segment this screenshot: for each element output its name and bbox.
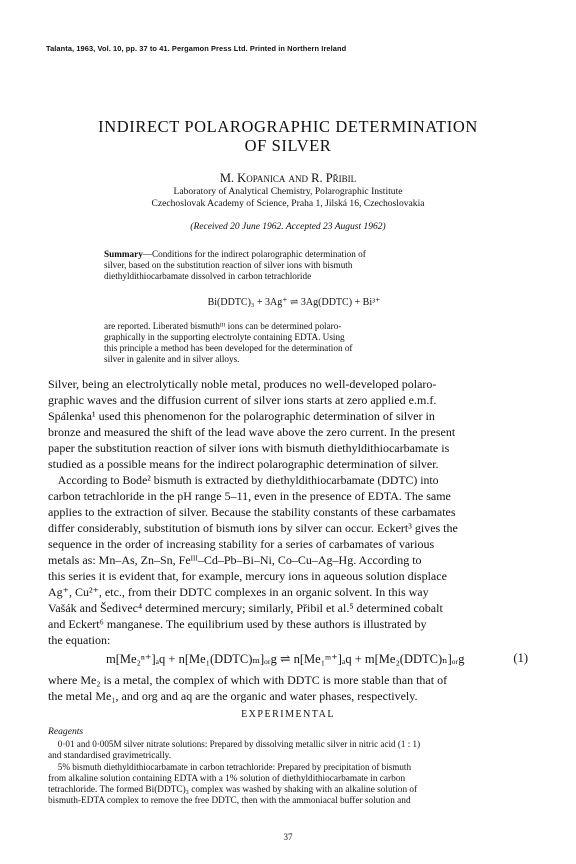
body-p2-line-5: sequence in the order of increasing stability for a series of carbamates of various	[48, 537, 435, 551]
running-head: Talanta, 1963, Vol. 10, pp. 37 to 41. Pergamon Press Ltd. Printed in Northern Ireland	[46, 44, 347, 53]
experimental-line-4: from alkaline solution containing EDTA with a 1% solution of diethyldithiocarbamate in carbon	[48, 774, 406, 784]
summary-line-3: diethyldithiocarbamate dissolved in carbon tetrachloride	[104, 271, 312, 281]
body-p2-line-3: applies to the extraction of silver. Because the stability constants of these carbamates	[48, 505, 456, 519]
summary-after-line-4: silver in galenite and in silver alloys.	[104, 354, 240, 364]
body-p2-line-11: the equation:	[48, 633, 111, 647]
summary-after-line-2: graphically in the supporting electrolyte containing EDTA. Using	[104, 332, 345, 342]
article-title-line-1: INDIRECT POLAROGRAPHIC DETERMINATION	[98, 117, 478, 136]
body-p2-line-2: carbon tetrachloride in the pH range 5–11, even in the presence of EDTA. The same	[48, 489, 451, 503]
body-p2-line-4: differ considerably, substitution of bismuth ions by silver can occur. Eckert³ gives the	[48, 521, 458, 535]
experimental-line-5: tetrachloride. The formed Bi(DDTC)₃ complex was washed by shaking with an alkaline solution of	[48, 785, 418, 795]
summary-line-2: silver, based on the substitution reaction of silver ions with bismuth	[104, 260, 353, 270]
body-p3-line-2: the metal Me₁, and org and aq are the organic and water phases, respectively.	[48, 689, 418, 703]
summary-after-line-3: this principle a method has been developed for the determination of	[104, 343, 353, 353]
experimental-line-2: and standardised gravimetrically.	[48, 751, 172, 761]
authors: M. Kopanica and R. Přibil	[219, 171, 357, 185]
article-title-line-2: OF SILVER	[244, 136, 332, 155]
summary-after-line-1: are reported. Liberated bismuthᴵᴵᴵ ions can be determined polaro-	[104, 321, 342, 331]
body-p1-line-3: Spálenka¹ used this phenomenon for the polarographic determination of silver in	[48, 409, 435, 423]
section-heading-experimental: EXPERIMENTAL	[241, 709, 335, 720]
body-p2-line-7: this series it is evident that, for example, mercury ions in aqueous solution displace	[48, 569, 447, 583]
affiliation-line-2: Czechoslovak Academy of Science, Praha 1, Jilská 16, Czechoslovakia	[151, 198, 425, 209]
body-p1-line-5: paper the substitution reaction of silver ions with bismuth diethyldithiocarbamate is	[48, 441, 450, 455]
body-p2-line-8: Ag⁺, Cu²⁺, etc., from their DDTC complexes in an organic solvent. In this way	[48, 585, 429, 599]
affiliation-line-1: Laboratory of Analytical Chemistry, Polarographic Institute	[173, 186, 403, 197]
body-p1-line-4: bronze and measured the shift of the lead wave above the zero current. In the present	[48, 425, 456, 439]
body-p2-line-9: Vašák and Šedivec⁴ determined mercury; similarly, Přibil et al.⁵ determined cobalt	[48, 601, 443, 615]
experimental-line-1: 0·01 and 0·005M silver nitrate solutions: Prepared by dissolving metallic silver in nitric acid (1 : 1)	[57, 740, 421, 750]
equation-1-number: (1)	[513, 651, 528, 665]
subheading-reagents: Reagents	[48, 726, 84, 737]
summary-text: —Conditions for the indirect polarographic determination of	[142, 249, 366, 259]
summary-equation: Bi(DDTC)₃ + 3Ag⁺ ⇌ 3Ag(DDTC) + Bi³⁺	[207, 297, 381, 308]
body-p2-line-1: According to Bode² bismuth is extracted by diethyldithiocarbamate (DDTC) into	[57, 473, 439, 487]
equation-1-expression: m[Me₂ⁿ⁺]ₐq + n[Me₁(DDTC)ₘ]ₒᵣg ⇌ n[Me₁ᵐ⁺]ₐq + m[Me₂(DDTC)ₙ]ₒᵣg	[106, 652, 465, 666]
body-p1-line-2: graphic waves and the diffusion current of silver ions starts at zero applied e.m.f.	[48, 393, 437, 407]
body-p2-line-6: metals as: Mn–As, Zn–Sn, Feᴵᴵᴵ–Cd–Pb–Bi–Ni, Co–Cu–Ag–Hg. According to	[48, 553, 422, 567]
received-dates: (Received 20 June 1962. Accepted 23 August 1962)	[190, 222, 386, 232]
body-p1-line-6: studied as a possible means for the indirect polarographic determination of silver.	[48, 457, 439, 471]
page-number: 37	[283, 832, 293, 842]
body-p3-line-1: where Me₂ is a metal, the complex of which with DDTC is more stable than that of	[48, 673, 448, 687]
summary-line-1	[104, 249, 484, 259]
body-p2-line-10: and Eckert⁶ manganese. The equilibrium used by these authors is illustrated by	[48, 617, 427, 631]
summary-label: Summary	[104, 249, 143, 259]
body-p1-line-1: Silver, being an electrolytically noble metal, produces no well-developed polaro-	[48, 377, 437, 391]
experimental-line-3: 5% bismuth diethyldithiocarbamate in carbon tetrachloride: Prepared by precipitation of bismuth	[57, 763, 412, 773]
experimental-line-6: bismuth-EDTA complex to remove the free DDTC, then with the ammoniacal buffer solution and	[48, 796, 411, 806]
